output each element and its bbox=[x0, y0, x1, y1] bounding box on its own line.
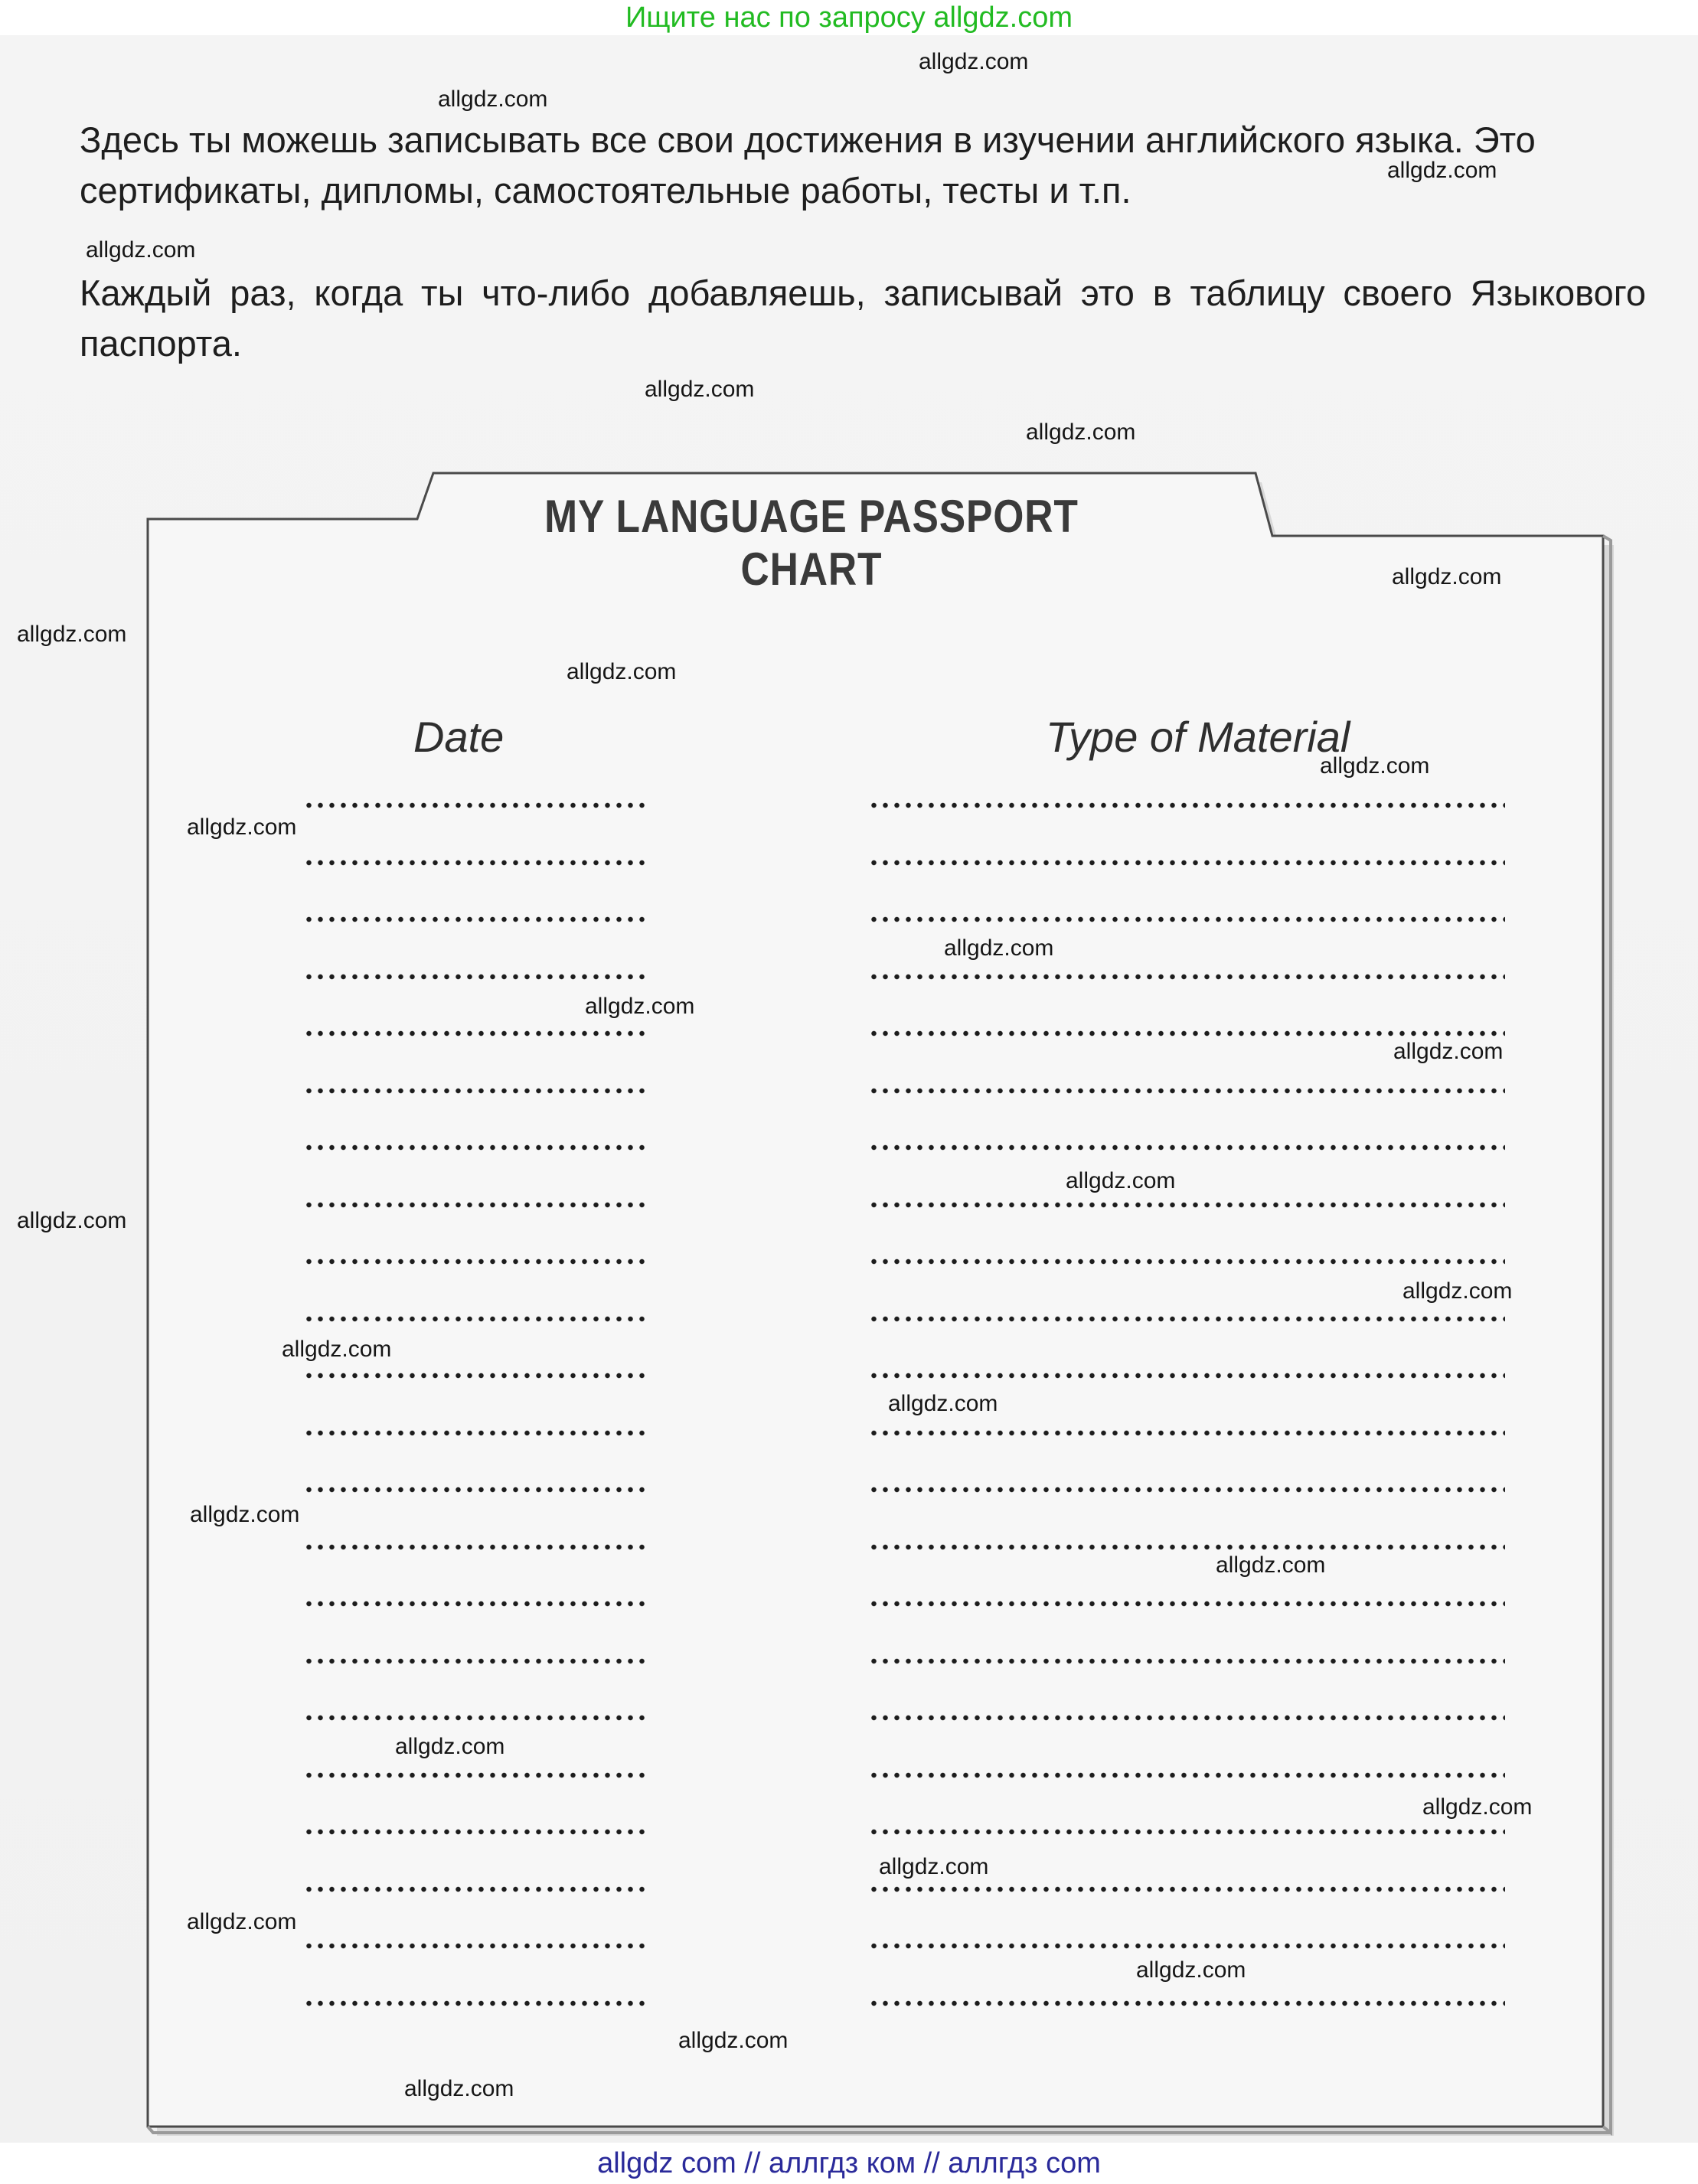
watermark: allgdz.com bbox=[1066, 1168, 1176, 1193]
date-entry-line[interactable] bbox=[303, 1202, 648, 1208]
date-entry-line[interactable] bbox=[303, 1544, 648, 1550]
material-entry-line[interactable] bbox=[868, 1886, 1505, 1892]
watermark: allgdz.com bbox=[17, 622, 127, 647]
watermark: allgdz.com bbox=[1216, 1552, 1326, 1578]
material-entry-line[interactable] bbox=[868, 1030, 1505, 1037]
date-entry-line[interactable] bbox=[303, 1030, 648, 1037]
date-entry-line[interactable] bbox=[303, 2000, 648, 2006]
material-entry-line[interactable] bbox=[868, 1658, 1505, 1664]
watermark: allgdz.com bbox=[282, 1337, 392, 1362]
material-entry-line[interactable] bbox=[868, 1316, 1505, 1322]
watermark: allgdz.com bbox=[1026, 419, 1136, 445]
date-entry-line[interactable] bbox=[303, 916, 648, 922]
material-entry-line[interactable] bbox=[868, 2000, 1505, 2006]
date-entry-line[interactable] bbox=[303, 1772, 648, 1778]
watermark: allgdz.com bbox=[645, 377, 755, 402]
chart-title: MY LANGUAGE PASSPORT CHART bbox=[544, 491, 1079, 595]
footer-banner[interactable]: allgdz com // аллгдз ком // аллгдз com bbox=[0, 2143, 1698, 2184]
column-header-type: Type of Material bbox=[1046, 713, 1350, 761]
material-entry-line[interactable] bbox=[868, 802, 1505, 808]
watermark: allgdz.com bbox=[678, 2028, 789, 2053]
date-entry-line[interactable] bbox=[303, 1886, 648, 1892]
watermark: allgdz.com bbox=[585, 994, 695, 1019]
material-entry-line[interactable] bbox=[868, 1258, 1505, 1265]
watermark: allgdz.com bbox=[404, 2076, 514, 2101]
intro-paragraph-2: Каждый раз, когда ты что-либо добавляешь, записывай это в таблицу своего Языкового паспорта. bbox=[80, 273, 1646, 364]
date-entry-line[interactable] bbox=[303, 1144, 648, 1151]
watermark: allgdz.com bbox=[17, 1208, 127, 1233]
material-entry-line[interactable] bbox=[868, 1772, 1505, 1778]
watermark: allgdz.com bbox=[567, 659, 677, 684]
watermark: allgdz.com bbox=[1392, 564, 1502, 589]
material-entry-line[interactable] bbox=[868, 974, 1505, 980]
watermark: allgdz.com bbox=[919, 49, 1029, 74]
chart-card bbox=[148, 473, 1603, 2127]
watermark: allgdz.com bbox=[187, 1909, 297, 1934]
watermark: allgdz.com bbox=[944, 935, 1054, 961]
material-entry-line[interactable] bbox=[868, 1544, 1505, 1550]
material-entry-line[interactable] bbox=[868, 1943, 1505, 1949]
material-entry-line[interactable] bbox=[868, 1144, 1505, 1151]
material-entry-line[interactable] bbox=[868, 1088, 1505, 1094]
column-header-date: Date bbox=[413, 713, 505, 761]
watermark: allgdz.com bbox=[879, 1854, 989, 1879]
material-entry-line[interactable] bbox=[868, 1829, 1505, 1835]
watermark: allgdz.com bbox=[1402, 1278, 1513, 1304]
date-entry-line[interactable] bbox=[303, 1943, 648, 1949]
date-entry-line[interactable] bbox=[303, 1373, 648, 1379]
date-entry-line[interactable] bbox=[303, 1430, 648, 1436]
date-entry-line[interactable] bbox=[303, 974, 648, 980]
watermark: allgdz.com bbox=[438, 87, 548, 112]
watermark: allgdz.com bbox=[395, 1734, 505, 1759]
date-entry-line[interactable] bbox=[303, 1601, 648, 1607]
watermark: allgdz.com bbox=[1393, 1039, 1504, 1064]
date-entry-line[interactable] bbox=[303, 1829, 648, 1835]
material-entry-line[interactable] bbox=[868, 1715, 1505, 1721]
date-entry-line[interactable] bbox=[303, 1258, 648, 1265]
material-entry-line[interactable] bbox=[868, 1202, 1505, 1208]
watermark: allgdz.com bbox=[1320, 753, 1430, 779]
material-entry-line[interactable] bbox=[868, 1373, 1505, 1379]
watermark: allgdz.com bbox=[1387, 158, 1497, 183]
material-entry-line[interactable] bbox=[868, 1601, 1505, 1607]
watermark: allgdz.com bbox=[86, 237, 196, 263]
watermark: allgdz.com bbox=[190, 1502, 300, 1527]
material-entry-line[interactable] bbox=[868, 1430, 1505, 1436]
watermark: allgdz.com bbox=[888, 1391, 998, 1416]
watermark: allgdz.com bbox=[1136, 1957, 1246, 1983]
date-entry-line[interactable] bbox=[303, 1715, 648, 1721]
date-entry-line[interactable] bbox=[303, 1658, 648, 1664]
material-entry-line[interactable] bbox=[868, 1487, 1505, 1493]
date-entry-line[interactable] bbox=[303, 860, 648, 866]
material-entry-line[interactable] bbox=[868, 916, 1505, 922]
watermark: allgdz.com bbox=[187, 815, 297, 840]
date-entry-line[interactable] bbox=[303, 1316, 648, 1322]
header-banner[interactable]: Ищите нас по запросу allgdz.com bbox=[0, 0, 1698, 35]
date-entry-line[interactable] bbox=[303, 802, 648, 808]
date-entry-line[interactable] bbox=[303, 1487, 648, 1493]
intro-paragraph-1: Здесь ты можешь записывать все свои достижения в изучении английского языка. Это сертификаты, дипломы, самостоятельные работы, тесты и т.п. bbox=[80, 119, 1536, 211]
watermark: allgdz.com bbox=[1422, 1794, 1533, 1820]
material-entry-line[interactable] bbox=[868, 860, 1505, 866]
date-entry-line[interactable] bbox=[303, 1088, 648, 1094]
